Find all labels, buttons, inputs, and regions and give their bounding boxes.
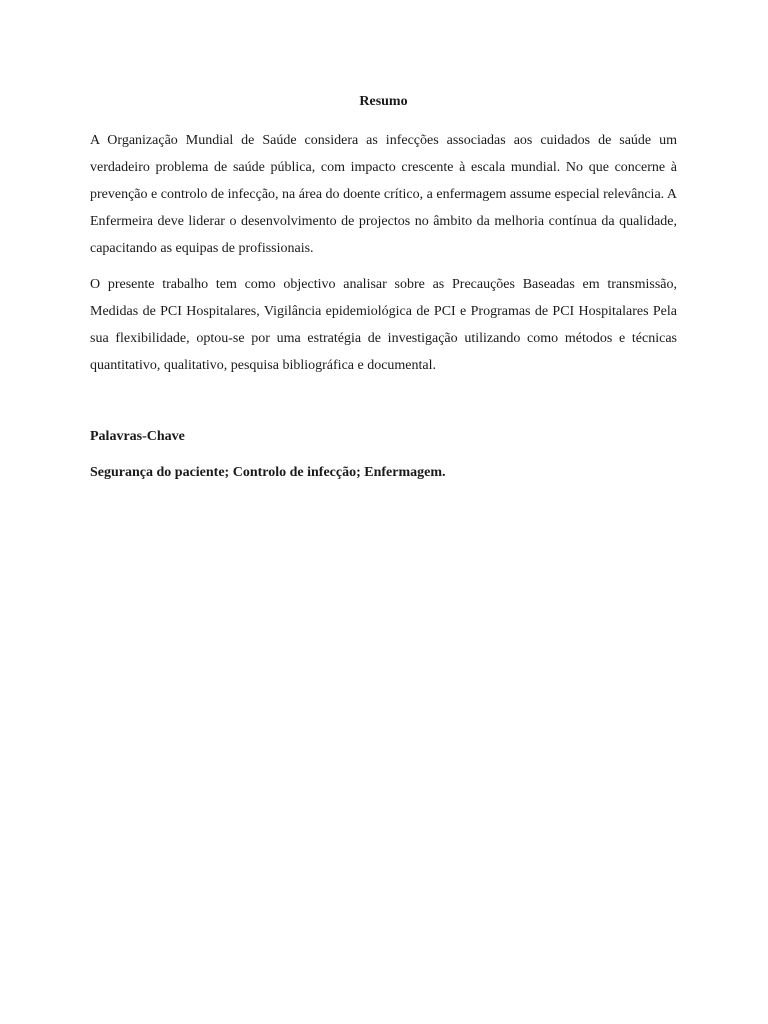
keywords-heading: Palavras-Chave: [90, 429, 185, 444]
abstract-paragraph-2: O presente trabalho tem como objectivo analisar sobre as Precauções Baseadas em transmissão, Medidas de PCI Hospitalares, Vigilância epidemiológica de PCI e Programas de PCI Hospitalares Pela sua flexibilidade, optou-se por uma estratégia de investigação utilizando como métodos e técnicas quantitativo, qualitativo, pesquisa bibliográfica e documental.: [90, 277, 677, 373]
abstract-paragraph-1: A Organização Mundial de Saúde considera as infecções associadas aos cuidados de saúde um verdadeiro problema de saúde pública, com impacto crescente à escala mundial. No que concerne à prevenção e controlo de infecção, na área do doente crítico, a enfermagem assume especial relevância. A Enfermeira deve liderar o desenvolvimento de projectos no âmbito da melhoria contínua da qualidade, capacitando as equipas de profissionais.: [90, 133, 677, 256]
document-page: [90, 92, 677, 483]
abstract-title: Resumo: [359, 94, 408, 109]
keywords-list: Segurança do paciente; Controlo de infecção; Enfermagem.: [90, 465, 446, 480]
